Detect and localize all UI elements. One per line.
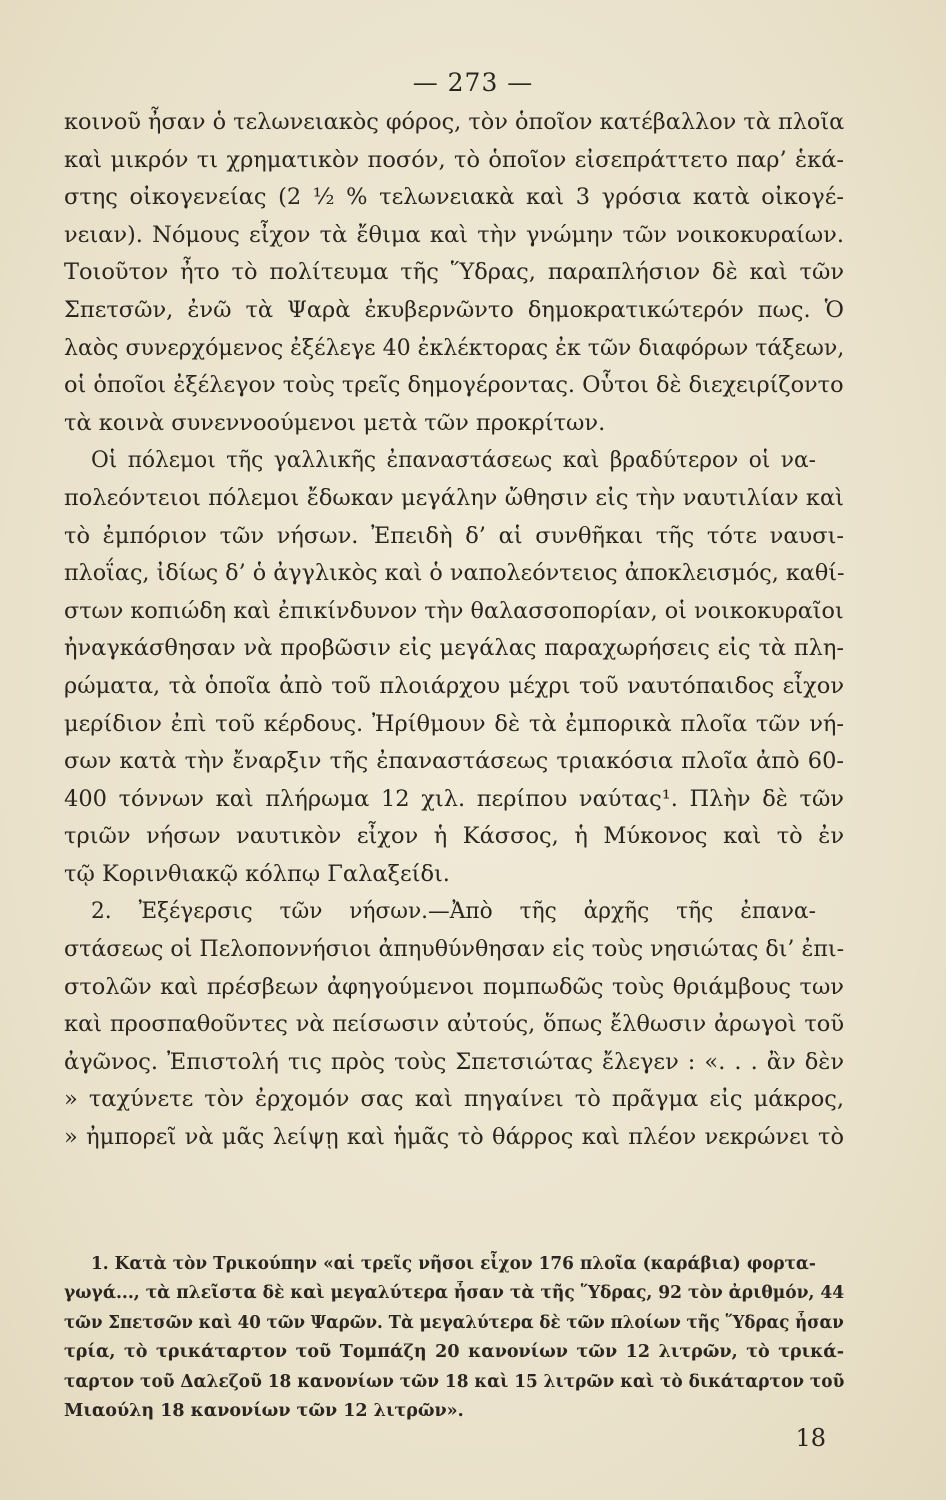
text-line: οἱ ὁποῖοι ἐξέλεγον τοὺς τρεῖς δημογέροντας. Οὗτοι δὲ διεχειρίζοντο bbox=[64, 372, 844, 399]
footnote-line: ταρτον τοῦ Δαλεζοῦ 18 κανονίων τῶν 18 καὶ 15 λιτρῶν καὶ τὸ δικάταρτον τοῦ bbox=[64, 1371, 845, 1392]
text-line: » ταχύνετε τὸν ἐρχομόν σας καὶ πηγαίνει τὸ πρᾶγμα εἰς μάκρος, bbox=[64, 1086, 844, 1113]
text-line: τῷ Κορινθιακῷ κόλπῳ Γαλαξείδι. bbox=[64, 860, 450, 887]
text-line: νειαν). Νόμους εἶχον τὰ ἔθιμα καὶ τὴν γνώμην τῶν νοικοκυραίων. bbox=[64, 221, 844, 248]
text-line: ρώματα, τὰ ὁποῖα ἀπὸ τοῦ πλοιάρχου μέχρι τοῦ ναυτόπαιδος εἶχον bbox=[64, 672, 844, 699]
text-line: στολῶν καὶ πρέσβεων ἀφηγούμενοι πομπωδῶς τοὺς θριάμβους των bbox=[64, 973, 844, 1000]
text-line: ἠναγκάσθησαν νὰ προβῶσιν εἰς μεγάλας παραχωρήσεις εἰς τὰ πλη- bbox=[64, 635, 844, 662]
footnote-line: γωγά..., τὰ πλεῖστα δὲ καὶ μεγαλύτερα ἦσαν τὰ τῆς Ὕδρας, 92 τὸν ἀριθμόν, 44 bbox=[64, 1283, 845, 1304]
page-number: — 273 — bbox=[412, 68, 534, 97]
text-line: σων κατὰ τὴν ἔναρξιν τῆς ἐπαναστάσεως τριακόσια πλοῖα ἀπὸ 60- bbox=[64, 748, 844, 775]
text-line: τὸ ἐμπόριον τῶν νήσων. Ἐπειδὴ δ’ αἱ συνθῆκαι τῆς τότε ναυσι- bbox=[64, 522, 844, 549]
text-line: πλοΐας, ἰδίως δ’ ὁ ἀγγλικὸς καὶ ὁ ναπολεόντειος ἀποκλεισμός, καθί- bbox=[64, 560, 845, 587]
text-line: ἀγῶνος. Ἐπιστολή τις πρὸς τοὺς Σπετσιώτας ἔλεγεν : «. . . ἂν δὲν bbox=[64, 1048, 844, 1075]
body-text bbox=[64, 104, 844, 1157]
footnote-line: τρία, τὸ τρικάταρτον τοῦ Τομπάζη 20 κανονίων τῶν 12 λιτρῶν, τὸ τρικά- bbox=[64, 1342, 844, 1363]
footnotes bbox=[64, 1250, 844, 1426]
text-line: καὶ μικρόν τι χρηματικὸν ποσόν, τὸ ὁποῖον εἰσεπράττετο παρ’ ἑκά- bbox=[64, 146, 844, 173]
text-line: Οἱ πόλεμοι τῆς γαλλικῆς ἐπαναστάσεως καὶ βραδύτερον οἱ να- bbox=[90, 447, 816, 474]
text-line: Τοιοῦτον ἦτο τὸ πολίτευμα τῆς Ὕδρας, παραπλήσιον δὲ καὶ τῶν bbox=[64, 259, 844, 286]
text-line: λαὸς συνερχόμενος ἐξέλεγε 40 ἐκλέκτορας ἐκ τῶν διαφόρων τάξεων, bbox=[64, 334, 845, 361]
text-line: στάσεως οἱ Πελοποννήσιοι ἀπηυθύνθησαν εἰς τοὺς νησιώτας δι’ ἐπι- bbox=[64, 936, 845, 963]
footnote-line: Μιαούλη 18 κανονίων τῶν 12 λιτρῶν». bbox=[64, 1401, 464, 1422]
text-line: τριῶν νήσων ναυτικὸν εἶχον ἡ Κάσσος, ἡ Μύκονος καὶ τὸ ἐν bbox=[64, 823, 844, 850]
footnote-line: 1. Κατὰ τὸν Τρικούπην «αἱ τρεῖς νῆσοι εἶχον 176 πλοῖα (καράβια) φορτα- bbox=[90, 1254, 816, 1274]
text-line: στης οἰκογενείας (2 ½ % τελωνειακὰ καὶ 3 γρόσια κατὰ οἰκογέ- bbox=[64, 184, 844, 211]
text-line: τὰ κοινὰ συνεννοούμενοι μετὰ τῶν προκρίτων. bbox=[64, 409, 606, 436]
footnote-line: τῶν Σπετσῶν καὶ 40 τῶν Ψαρῶν. Τὰ μεγαλύτερα δὲ τῶν πλοίων τῆς Ὕδρας ἦσαν bbox=[64, 1312, 844, 1333]
text-line: στων κοπιώδη καὶ ἐπικίνδυνον τὴν θαλασσοπορίαν, οἱ νοικοκυραῖοι bbox=[64, 597, 844, 624]
text-line: καὶ προσπαθοῦντες νὰ πείσωσιν αὐτούς, ὅπως ἔλθωσιν ἀρωγοὶ τοῦ bbox=[64, 1011, 844, 1038]
text-line: 400 τόννων καὶ πλήρωμα 12 χιλ. περίπου ναύτας¹. Πλὴν δὲ τῶν bbox=[64, 785, 844, 812]
text-line: μερίδιον ἐπὶ τοῦ κέρδους. Ἠρίθμουν δὲ τὰ ἐμπορικὰ πλοῖα τῶν νή- bbox=[64, 710, 844, 737]
section-heading-line: 2. Ἐξέγερσις τῶν νήσων.—Ἀπὸ τῆς ἀρχῆς τῆς ἐπανα- bbox=[90, 898, 816, 925]
signature-mark: 18 bbox=[795, 1424, 826, 1452]
text-line: Σπετσῶν, ἐνῶ τὰ Ψαρὰ ἐκυβερνῶντο δημοκρατικώτερόν πως. Ὁ bbox=[64, 296, 844, 323]
text-line: πολεόντειοι πόλεμοι ἔδωκαν μεγάλην ὤθησιν εἰς τὴν ναυτιλίαν καὶ bbox=[64, 484, 844, 511]
text-line: κοινοῦ ἦσαν ὁ τελωνειακὸς φόρος, τὸν ὁποῖον κατέβαλλον τὰ πλοῖα bbox=[64, 109, 845, 135]
text-line: » ἠμπορεῖ νὰ μᾶς λείψῃ καὶ ἡμᾶς τὸ θάρρος καὶ πλέον νεκρώνει τὸ bbox=[64, 1124, 844, 1151]
